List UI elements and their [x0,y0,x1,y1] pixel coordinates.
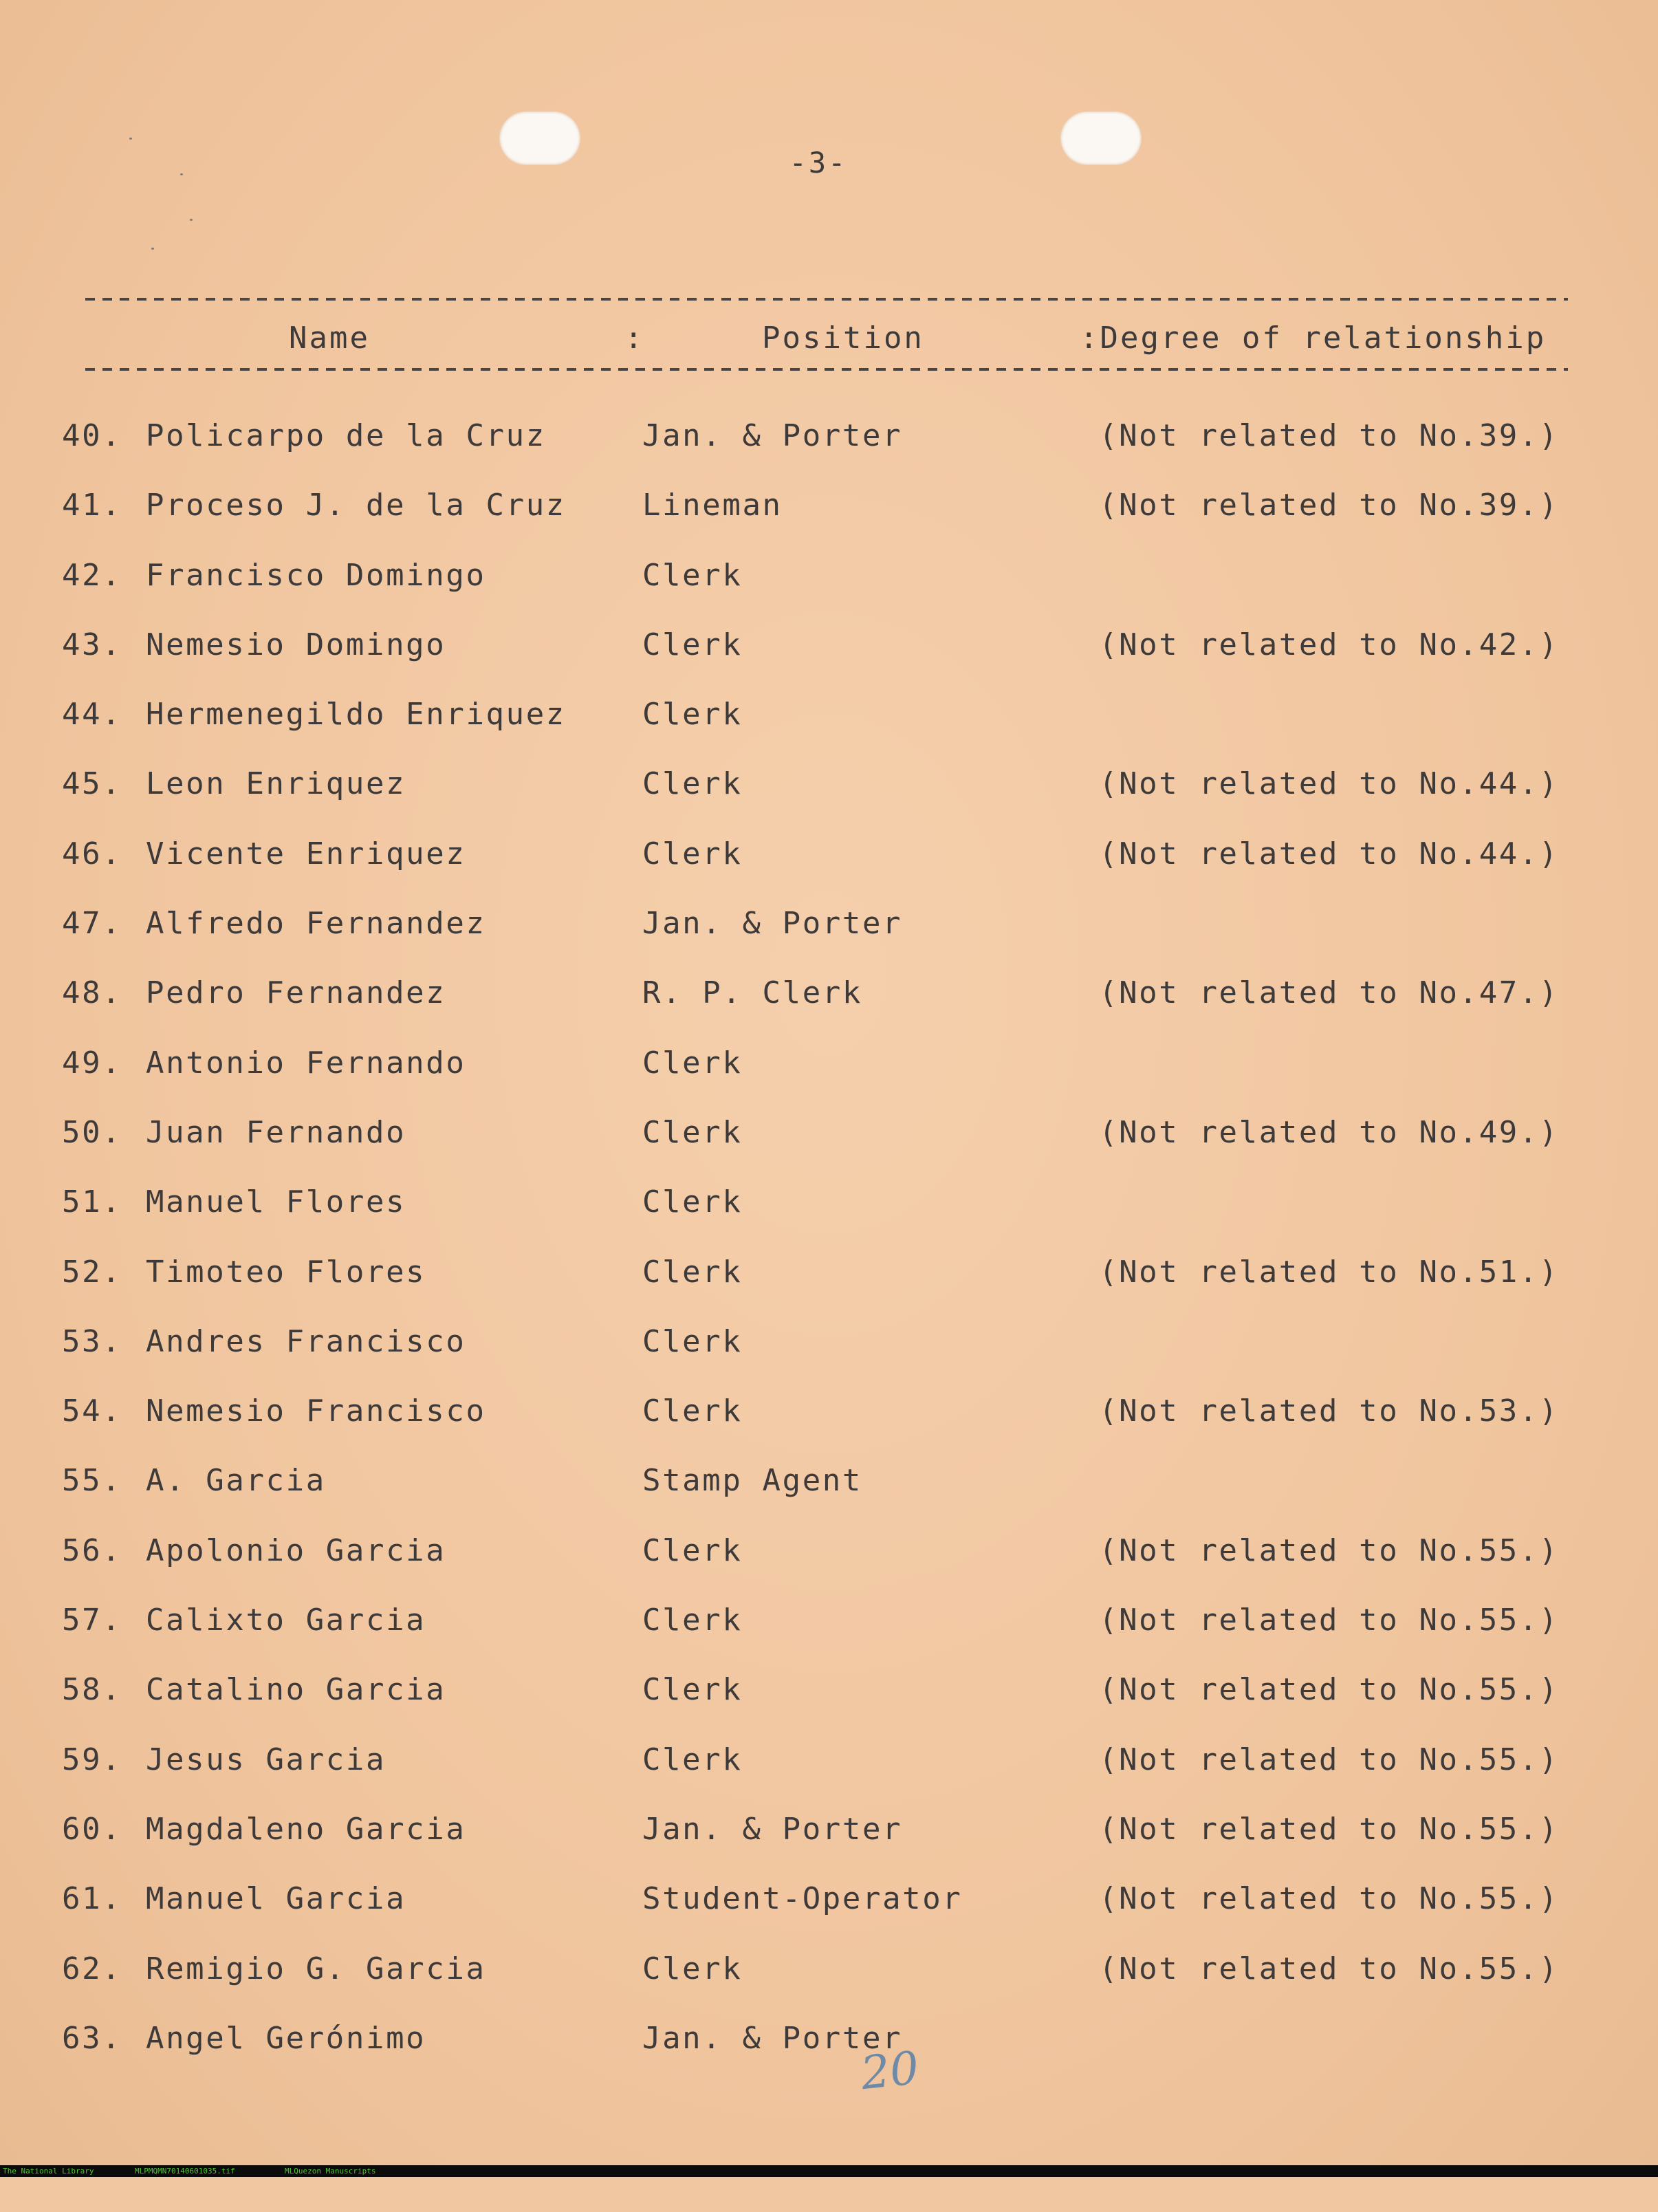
row-position: Clerk [642,1742,743,1777]
row-number: 61. [62,1881,122,1917]
scan-footer [0,2165,1658,2177]
row-name: Angel Gerónimo [146,2020,426,2056]
footer-library: The National Library [3,2167,94,2176]
row-name: Proceso J. de la Cruz [146,488,566,523]
table-row [0,1115,1658,1184]
table-row [0,558,1658,627]
row-relationship: (Not related to No.55.) [1099,1603,1560,1638]
row-position: Clerk [642,557,743,593]
row-relationship: (Not related to No.44.) [1099,836,1560,871]
row-number: 57. [62,1603,122,1638]
row-relationship: (Not related to No.55.) [1099,1881,1560,1917]
row-name: Calixto Garcia [146,1603,426,1638]
paper-speck [129,138,132,140]
row-number: 63. [62,2020,122,2056]
row-position: Jan. & Porter [642,2020,903,2056]
row-number: 62. [62,1951,122,1986]
row-name: Manuel Flores [146,1184,406,1220]
row-number: 40. [62,418,122,453]
row-position: Clerk [642,1951,743,1986]
footer-filename: MLPMQMN70140601035.tif [135,2167,235,2176]
row-number: 44. [62,697,122,733]
row-number: 46. [62,836,122,871]
row-name: Juan Fernando [146,1114,406,1150]
row-relationship: (Not related to No.47.) [1099,975,1560,1011]
page-number: -3- [789,146,848,180]
row-position: Clerk [642,1323,743,1359]
row-number: 53. [62,1323,122,1359]
row-name: Francisco Domingo [146,557,486,593]
table-row [0,1184,1658,1254]
row-number: 45. [62,766,122,802]
row-relationship: (Not related to No.55.) [1099,1532,1560,1568]
table-row [0,975,1658,1045]
row-position: Jan. & Porter [642,1811,903,1847]
row-relationship: (Not related to No.44.) [1099,766,1560,802]
row-name: Policarpo de la Cruz [146,418,546,453]
row-number: 59. [62,1742,122,1777]
paper-speck [180,173,183,175]
row-position: Stamp Agent [642,1463,862,1499]
table-row [0,1881,1658,1951]
employee-list [0,418,1658,2090]
row-number: 43. [62,627,122,662]
row-number: 42. [62,557,122,593]
table-row [0,1533,1658,1603]
row-name: Andres Francisco [146,1323,466,1359]
row-name: Magdaleno Garcia [146,1811,466,1847]
row-number: 51. [62,1184,122,1220]
table-row [0,836,1658,906]
table-row [0,418,1658,488]
row-relationship: (Not related to No.53.) [1099,1394,1560,1429]
row-position: Clerk [642,627,743,662]
row-name: Pedro Fernandez [146,975,446,1011]
table-row [0,1463,1658,1532]
row-position: Student-Operator [642,1881,963,1917]
row-name: Apolonio Garcia [146,1532,446,1568]
row-position: Clerk [642,1045,743,1081]
table-row [0,1812,1658,1881]
table-row [0,1742,1658,1812]
table-row [0,1672,1658,1742]
row-relationship: (Not related to No.42.) [1099,627,1560,662]
row-name: Nemesio Domingo [146,627,446,662]
row-position: Clerk [642,1394,743,1429]
row-number: 41. [62,488,122,523]
table-row [0,1394,1658,1463]
column-header-name: Name [289,321,370,356]
row-position: Clerk [642,1672,743,1708]
row-position: Jan. & Porter [642,906,903,942]
row-name: Catalino Garcia [146,1672,446,1708]
table-row [0,906,1658,975]
row-relationship: (Not related to No.55.) [1099,1742,1560,1777]
table-row [0,627,1658,697]
dashed-rule-top [85,294,1568,304]
table-row [0,1951,1658,2021]
punch-hole-left [499,111,580,165]
row-position: Lineman [642,488,783,523]
dashed-rule-bottom [85,365,1568,374]
row-number: 52. [62,1254,122,1290]
row-number: 55. [62,1463,122,1499]
row-number: 50. [62,1114,122,1150]
row-name: Remigio G. Garcia [146,1951,486,1986]
row-name: Timoteo Flores [146,1254,426,1290]
row-name: Antonio Fernando [146,1045,466,1081]
column-header-position: Position [762,321,924,356]
row-position: Clerk [642,697,743,733]
row-position: Clerk [642,1532,743,1568]
row-name: Leon Enriquez [146,766,406,802]
row-position: R. P. Clerk [642,975,862,1011]
row-position: Jan. & Porter [642,418,903,453]
table-row [0,488,1658,557]
row-relationship: (Not related to No.55.) [1099,1672,1560,1708]
row-relationship: (Not related to No.51.) [1099,1254,1560,1290]
row-relationship: (Not related to No.55.) [1099,1951,1560,1986]
row-position: Clerk [642,1603,743,1638]
row-relationship: (Not related to No.39.) [1099,488,1560,523]
table-row [0,1324,1658,1394]
punch-hole-right [1060,111,1142,165]
row-position: Clerk [642,1184,743,1220]
column-header-degree: :Degree of relationship [1080,321,1547,356]
row-position: Clerk [642,766,743,802]
row-position: Clerk [642,836,743,871]
row-name: Jesus Garcia [146,1742,386,1777]
row-name: Vicente Enriquez [146,836,466,871]
row-number: 49. [62,1045,122,1081]
row-name: Alfredo Fernandez [146,906,486,942]
table-row [0,766,1658,836]
row-number: 56. [62,1532,122,1568]
paper-speck [151,248,154,250]
row-number: 54. [62,1394,122,1429]
row-name: Manuel Garcia [146,1881,406,1917]
row-number: 60. [62,1811,122,1847]
row-number: 47. [62,906,122,942]
row-name: A. Garcia [146,1463,326,1499]
column-header-separator: : [624,321,645,356]
table-row [0,1045,1658,1115]
row-name: Hermenegildo Enriquez [146,697,566,733]
handwritten-note: 20 [858,2041,921,2101]
row-number: 58. [62,1672,122,1708]
table-row [0,2021,1658,2090]
row-relationship: (Not related to No.39.) [1099,418,1560,453]
table-row [0,1603,1658,1672]
row-position: Clerk [642,1254,743,1290]
table-row [0,1255,1658,1324]
table-row [0,697,1658,766]
row-position: Clerk [642,1114,743,1150]
row-relationship: (Not related to No.55.) [1099,1811,1560,1847]
row-number: 48. [62,975,122,1011]
row-relationship: (Not related to No.49.) [1099,1114,1560,1150]
paper-speck [190,219,193,221]
footer-collection: MLQuezon Manuscripts [285,2167,376,2176]
row-name: Nemesio Francisco [146,1394,486,1429]
